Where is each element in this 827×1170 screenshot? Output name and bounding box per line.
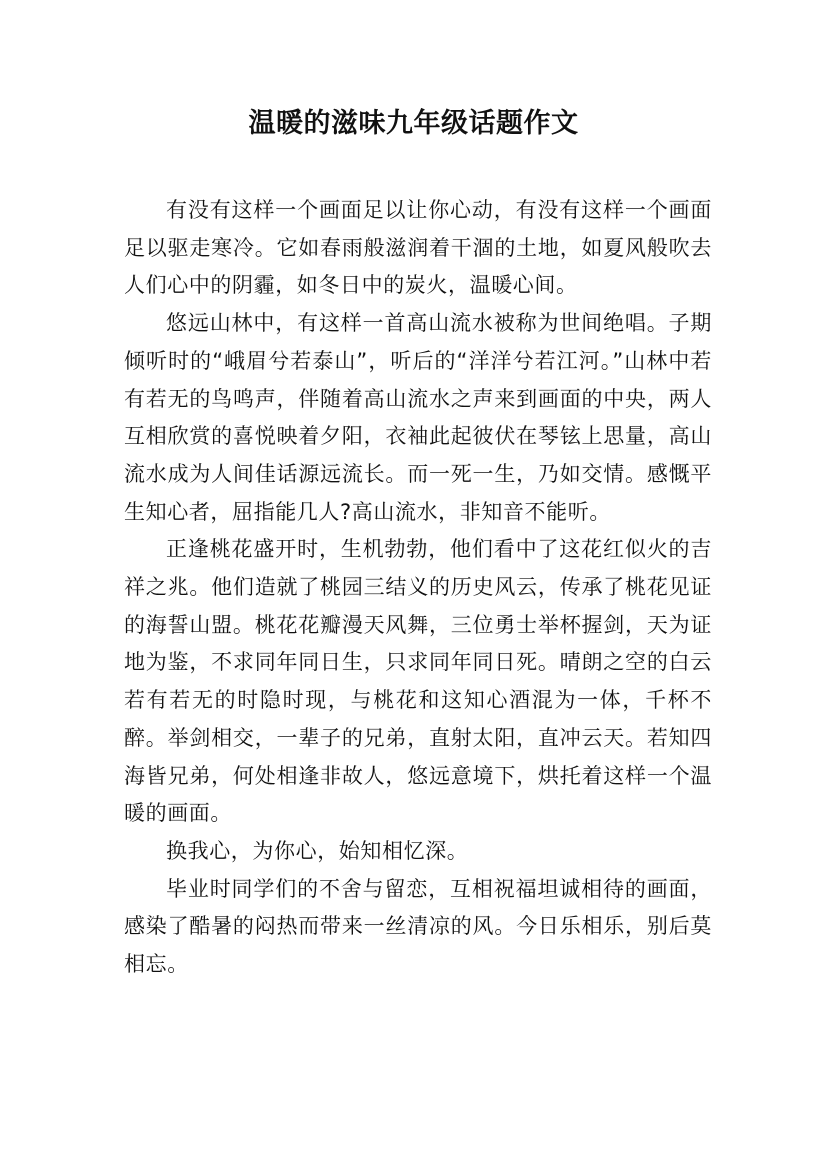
paragraph: 换我心，为你心，始知相忆深。 [166,838,469,863]
paragraph: 毕业时同学们的不舍与留恋，互相祝福坦诚相待的画面，感染了酷暑的闷热而带来一丝清凉的风。今日乐相乐，别后莫相忘。 [124,876,712,977]
paragraph: 悠远山林中，有这样一首高山流水被称为世间绝唱。子期倾听时的“峨眉兮若泰山”，听后的“洋洋兮若江河。”山林中若有若无的鸟鸣声，伴随着高山流水之声来到画面的中央，两人互相欣赏的喜悦映着夕阳，衣袖此起彼伏在琴铉上思量，高山流水成为人间佳话源远流长。而一死一生，乃如交情。感慨平生知心者，屈指能几人?高山流水，非知音不能听。 [124,311,712,524]
document-body [124,192,712,984]
document-title: 温暖的滋味九年级话题作文 [248,108,579,139]
paragraph: 有没有这样一个画面足以让你心动，有没有这样一个画面足以驱走寒冷。它如春雨般滋润着干涸的土地，如夏风般吹去人们心中的阴霾，如冬日中的炭火，温暖心间。 [124,198,712,298]
paragraph: 正逢桃花盛开时，生机勃勃，他们看中了这花红似火的吉祥之兆。他们造就了桃园三结义的历史风云，传承了桃花见证的海誓山盟。桃花花瓣漫天风舞，三位勇士举杯握剑，天为证地为鉴，不求同年同日生，只求同年同日死。晴朗之空的白云若有若无的时隐时现，与桃花和这知心酒混为一体，千杯不醉。举剑相交，一辈子的兄弟，直射太阳，直冲云天。若知四海皆兄弟，何处相逢非故人，悠远意境下，烘托着这样一个温暖的画面。 [124,537,712,826]
